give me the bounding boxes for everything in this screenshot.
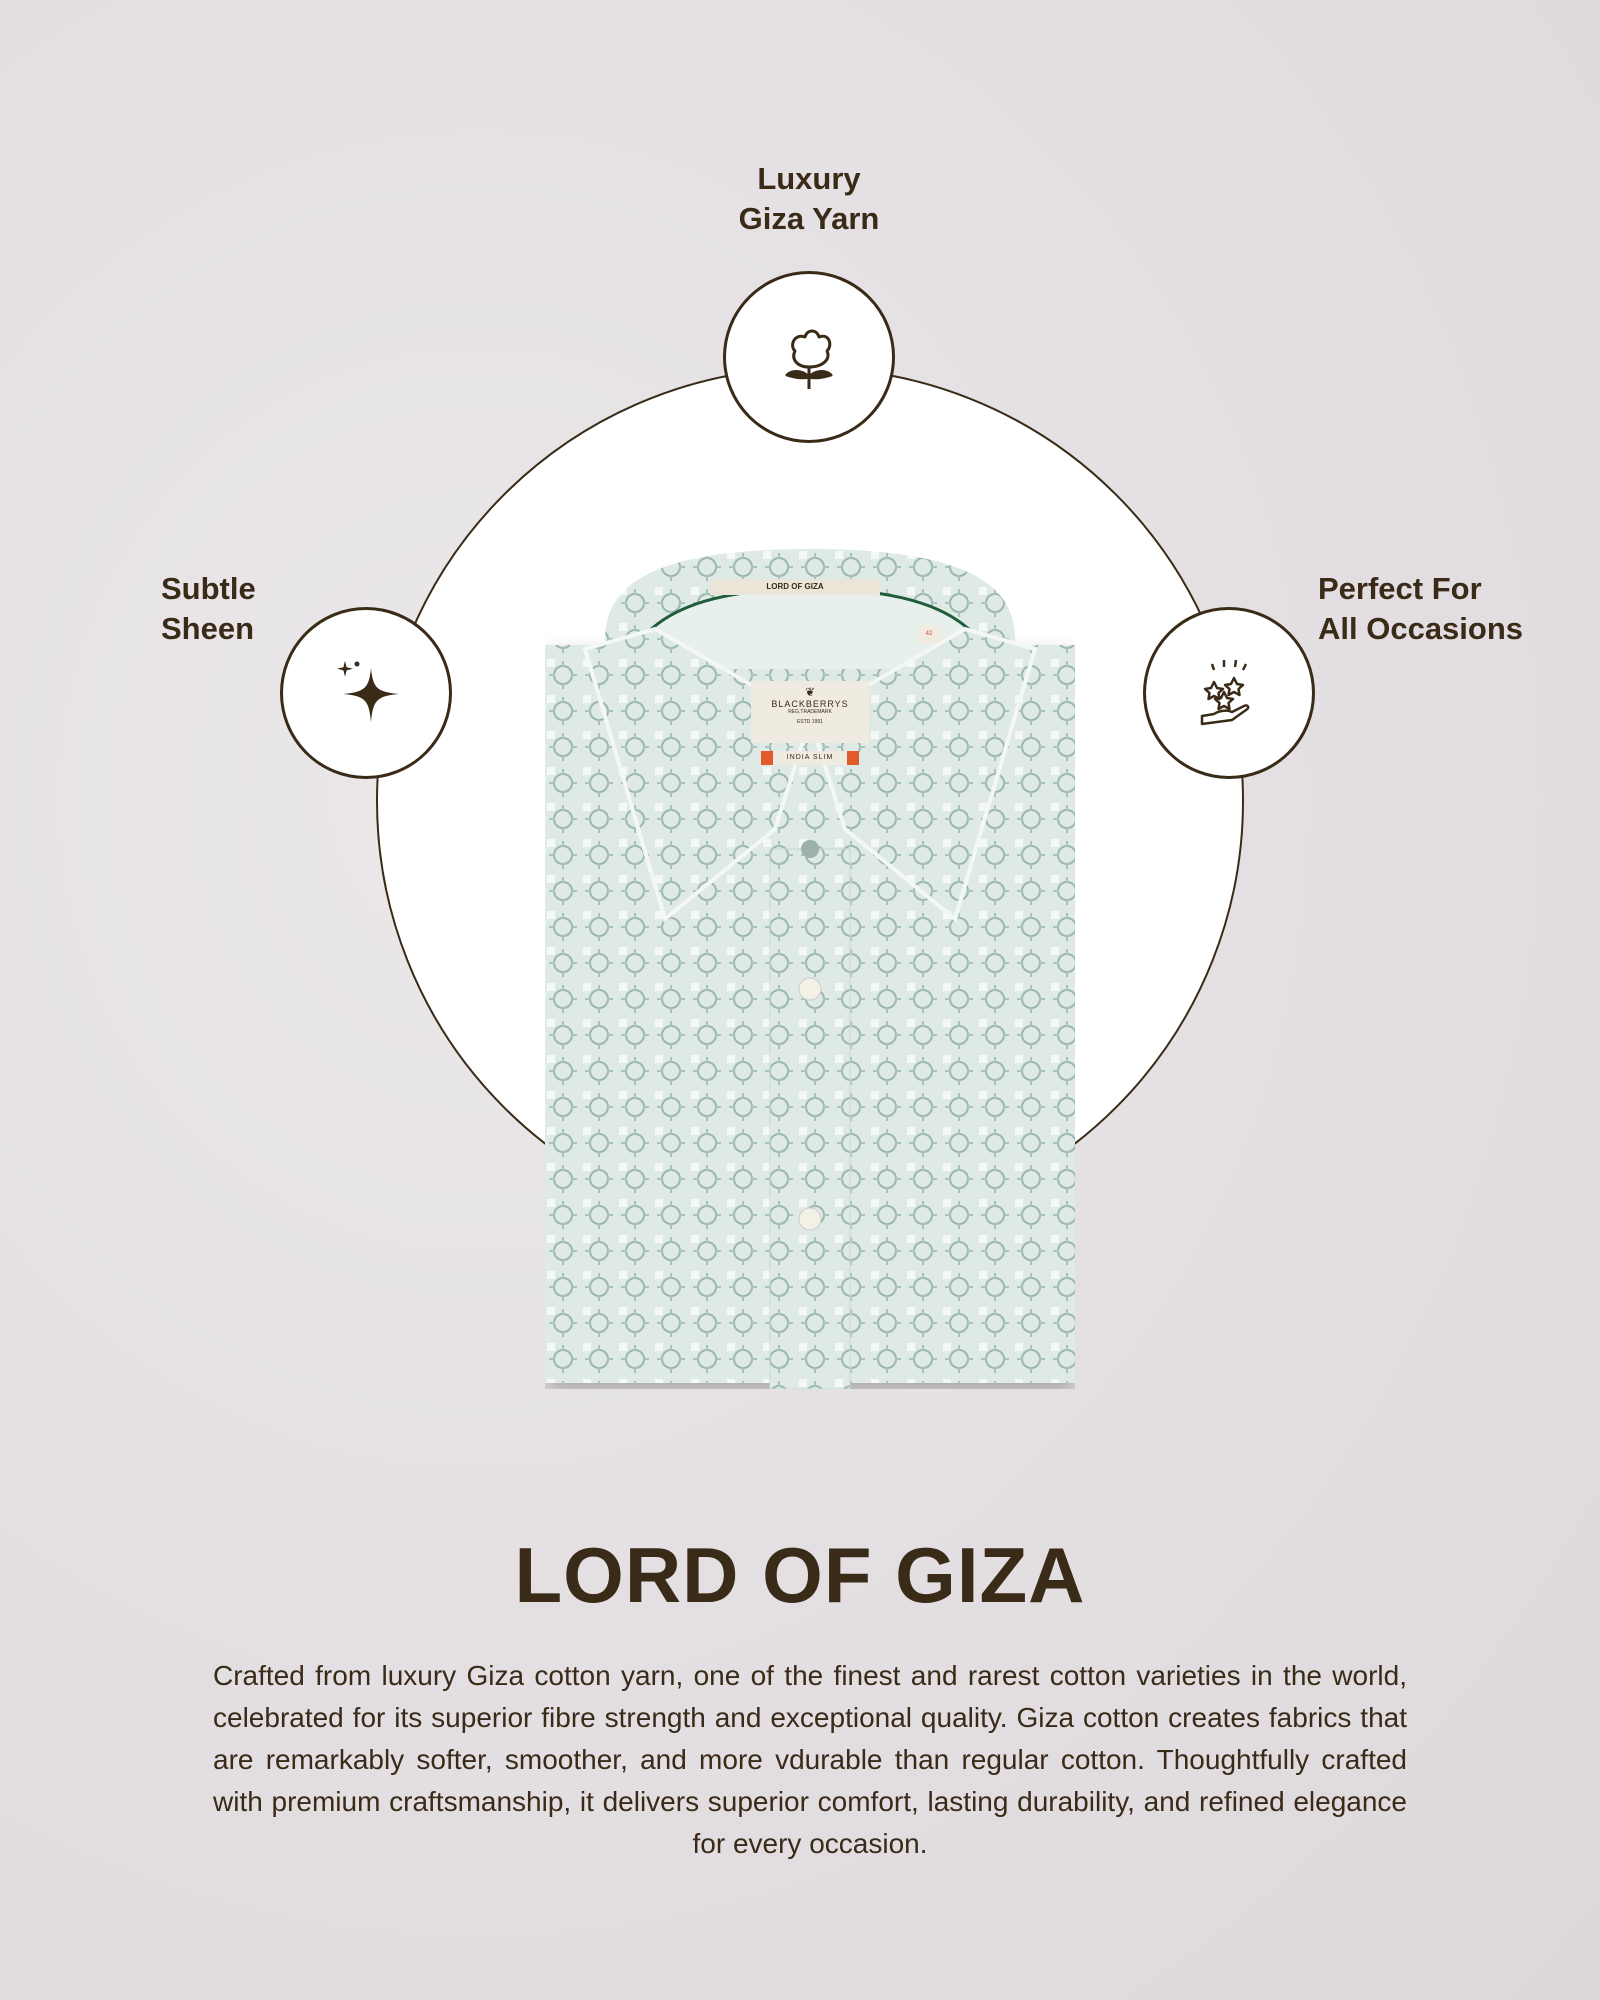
sparkle-icon (321, 648, 411, 738)
size-tag: 42 (918, 625, 940, 643)
label-line: Subtle (161, 571, 256, 606)
product-image-shirt (545, 549, 1075, 1389)
feature-label-subtle-sheen (161, 569, 256, 649)
brand-label (751, 681, 869, 743)
feature-badge-all-occasions (1143, 607, 1315, 779)
label-line: Luxury (757, 161, 861, 196)
brand-est: ESTD 1991 (797, 719, 823, 725)
feature-badge-subtle-sheen (280, 607, 452, 779)
brand-sub: REG.TRADEMARK (788, 709, 832, 715)
collar-label: LORD OF GIZA (710, 579, 880, 595)
product-title: LORD OF GIZA (514, 1531, 1086, 1619)
feature-label-all-occasions (1318, 569, 1523, 649)
hand-stars-icon (1184, 648, 1274, 738)
label-line: Sheen (161, 611, 255, 646)
feature-badge-giza-yarn (723, 271, 895, 443)
label-line: All Occasions (1318, 611, 1524, 646)
fit-label: INDIA SLIM (761, 751, 859, 765)
brand-name: BLACKBERRYS (771, 699, 849, 709)
label-line: Giza Yarn (738, 201, 880, 236)
shirt-illustration (545, 549, 1075, 1389)
brand-logo-icon: ❦ (804, 685, 816, 699)
cotton-flower-icon (769, 317, 849, 397)
label-line: Perfect For (1318, 571, 1482, 606)
feature-label-giza-yarn (709, 159, 909, 239)
product-description: Crafted from luxury Giza cotton yarn, one of the finest and rarest cotton varieties in the world, celebrated for its superior fibre strength and exceptional quality. Giza cotton creates fabrics that are remarkably softer, smoother, and more vdurable than regular cotton. Thoughtfully crafted with premium craftsmanship, it delivers superior comfort, lasting durability, and refined elegance for every occasion. (213, 1660, 1407, 1859)
